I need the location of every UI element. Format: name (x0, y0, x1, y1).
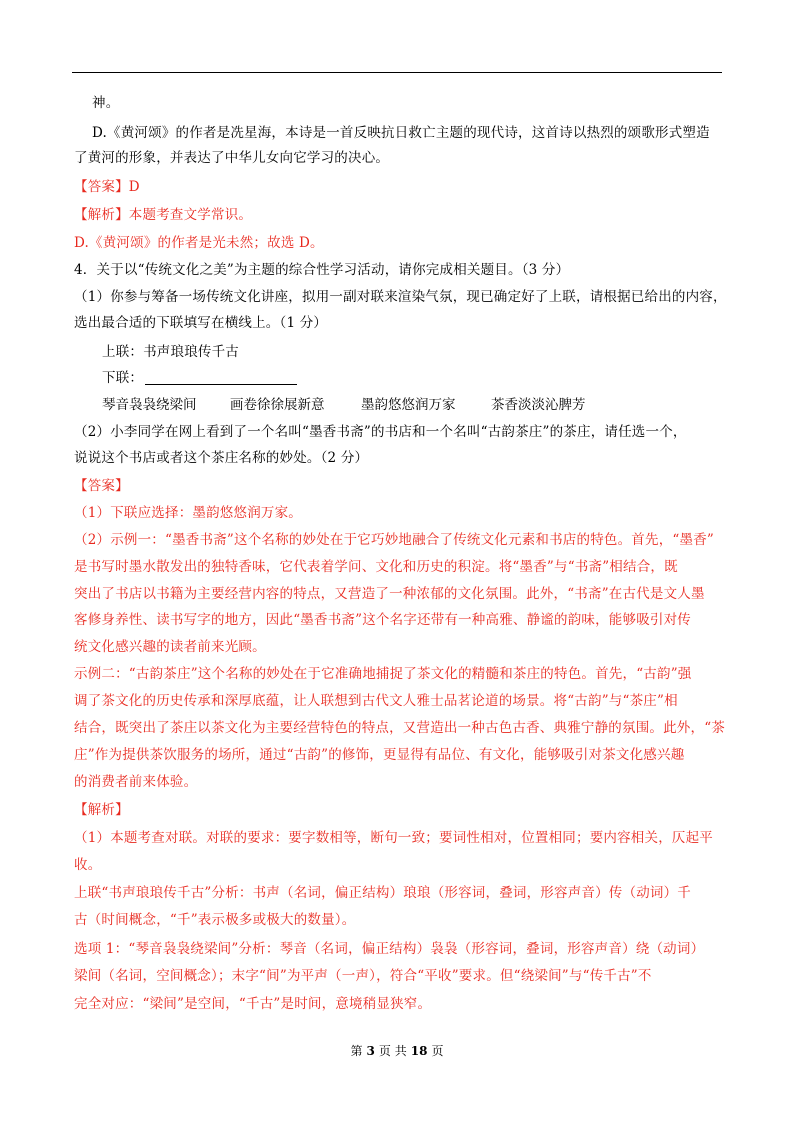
text-line: D.《黄河颂》的作者是冼星海，本诗是一首反映抗日救亡主题的现代诗，这首诗以热烈的颂歌形式塑造 (92, 125, 710, 141)
header-rule (72, 72, 722, 73)
text-line: 神。 (92, 95, 120, 111)
analysis-label: 【解析】本题考查文学常识。 (74, 207, 253, 223)
text-line: 上联“书声琅琅传千古”分析：书声（名词，偏正结构）琅琅（形容词，叠词，形容声音）传（动词）千 (74, 885, 692, 901)
text-line: 是书写时墨水散发出的独特香味，它代表着学问、文化和历史的积淀。将“墨香”与“书斋”相结合，既 (74, 559, 678, 575)
text-line: 了黄河的形象，并表达了中华儿女向它学习的决心。 (74, 150, 390, 166)
text-line: 收。 (74, 857, 102, 873)
text-line: 梁间（名词，空间概念）；末字“间”为平声（一声），符合“平收”要求。但“绕梁间”与“传千古”不 (74, 968, 652, 984)
text-line: 完全对应：“梁间”是空间，“千古”是时间，意境稍显狭窄。 (74, 996, 432, 1012)
text-line: （1）本题考查对联。对联的要求：要字数相等，断句一致；要词性相对，位置相同；要内容相关，仄起平 (74, 830, 713, 846)
footer-total-pages: 18 (410, 1044, 428, 1058)
question-title: 4．关于以“传统文化之美”为主题的综合性学习活动，请你完成相关题目。（3 分） (74, 262, 570, 278)
text-line: 古（时间概念，“千”表示极多或极大的数量）。 (74, 912, 356, 928)
analysis-label: 【解析】 (74, 802, 129, 818)
answer-blank[interactable] (145, 370, 297, 385)
text-line: 示例二：“古韵茶庄”这个名称的妙处在于它准确地捕捉了茶文化的精髓和茶庄的特色。首先，“古韵”强 (74, 666, 692, 682)
text-line: （2）示例一：“墨香书斋”这个名称的妙处在于它巧妙地融合了传统文化元素和书店的特色。首先，“墨香” (74, 532, 714, 548)
text-line: 选出最合适的下联填写在横线上。（1 分） (74, 315, 328, 331)
option-3: 墨韵悠悠润万家 (361, 397, 456, 413)
lower-couplet-label: 下联： (102, 370, 144, 386)
text-line: （2）小李同学在网上看到了一个名叫“墨香书斋”的书店和一个名叫“古韵茶庄”的茶庄，请任选一个， (74, 424, 687, 440)
answer-label: 【答案】D (74, 179, 140, 195)
text-line: （1）你参与筹备一场传统文化讲座，拟用一副对联来渲染气氛，现已确定好了上联，请根据已给出的内容， (74, 289, 727, 305)
text-line: D.《黄河颂》的作者是光未然；故选 D。 (74, 235, 324, 251)
option-1: 琴音袅袅绕梁间 (102, 397, 197, 413)
lower-couplet-line (102, 368, 752, 388)
footer-suffix: 页 (431, 1044, 444, 1058)
upper-couplet: 上联：书声琅琅传千古 (102, 344, 239, 360)
text-line: 庄”作为提供茶饮服务的场所，通过“古韵”的修饰，更显得有品位、有文化，能够吸引对茶文化感兴趣 (74, 747, 685, 763)
text-line: 说说这个书店或者这个茶庄名称的妙处。（2 分） (74, 450, 369, 466)
text-line: 突出了书店以书籍为主要经营内容的特点，又营造了一种浓郁的文化氛围。此外，“书斋”在古代是文人墨 (74, 586, 705, 602)
text-line: 统文化感兴趣的读者前来光顾。 (74, 639, 266, 655)
option-2: 画卷徐徐展新意 (230, 397, 325, 413)
footer-prefix: 第 (350, 1044, 363, 1058)
text-line: 调了茶文化的历史传承和深厚底蕴，让人联想到古代文人雅士品茗论道的场景。将“古韵”与“茶庄”相 (74, 693, 678, 709)
footer-page-number: 3 (366, 1044, 375, 1058)
page-footer (0, 1043, 794, 1059)
text-line: 选项 1：“琴音袅袅绕梁间”分析：琴音（名词，偏正结构）袅袅（形容词，叠词，形容声音）绕（动词） (74, 941, 705, 957)
text-line: 结合，既突出了茶庄以茶文化为主要经营特色的特点，又营造出一种古色古香、典雅宁静的氛围。此外，“茶 (74, 720, 726, 736)
footer-mid: 页 共 (378, 1044, 407, 1058)
text-line: 客修身养性、读书写字的地方，因此“墨香书斋”这个名字还带有一种高雅、静谧的韵味，能够吸引对传 (74, 612, 692, 628)
option-4: 茶香淡淡沁脾芳 (491, 397, 586, 413)
text-line: （1）下联应选择：墨韵悠悠润万家。 (74, 505, 302, 521)
answer-label: 【答案】 (74, 478, 129, 494)
text-line: 的消费者前来体验。 (74, 774, 198, 790)
